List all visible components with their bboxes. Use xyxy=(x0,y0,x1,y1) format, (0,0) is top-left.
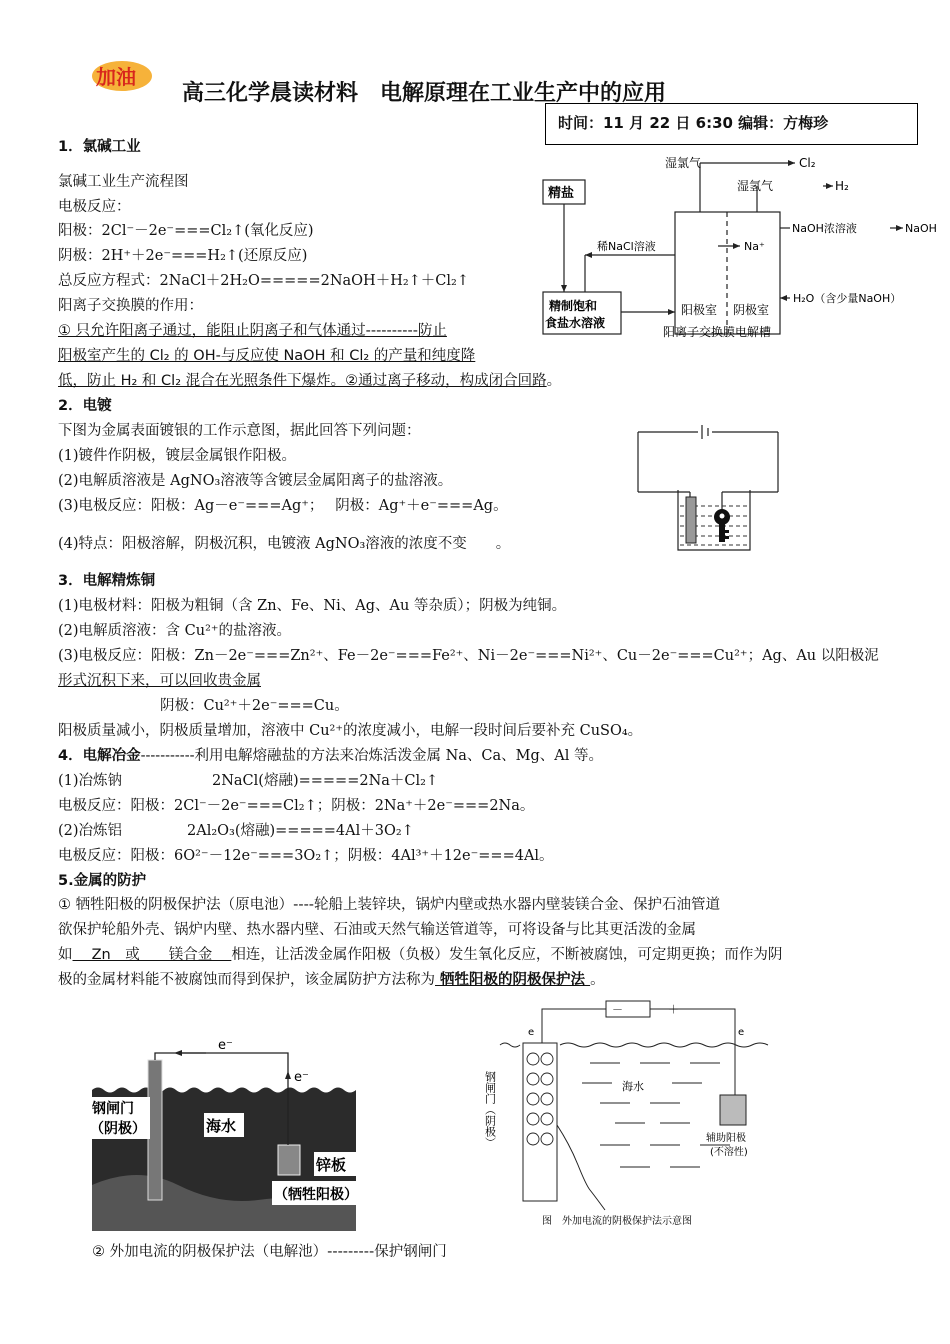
s3-line2: (2)电解质溶液：含 Cu²⁺的盐溶液。 xyxy=(58,623,292,639)
h2-arrowhead xyxy=(826,183,833,189)
electron-circle6 xyxy=(541,1093,553,1105)
s5-line3-blank: Zn 或 镁合金 xyxy=(72,947,232,963)
electroplating-diagram xyxy=(630,422,785,552)
gate-label1: 钢闸门 xyxy=(92,1101,134,1117)
electron-label-top: e⁻ xyxy=(218,1038,233,1053)
page-title: 高三化学晨读材料 电解原理在工业生产中的应用 xyxy=(182,81,667,106)
cl2-label: Cl₂ xyxy=(799,156,816,170)
aux-anode xyxy=(720,1095,746,1125)
s4-line2: 电极反应：阳极：2Cl⁻－2e⁻===Cl₂↑；阴极：2Na⁺＋2e⁻===2Na。 xyxy=(58,798,535,814)
s1-line5: 总反应方程式：2NaCl＋2H₂O=====2NaOH＋H₂↑＋Cl₂↑ xyxy=(58,273,469,289)
s4-heading-line xyxy=(58,746,603,766)
gate-label2: （阴极） xyxy=(90,1121,146,1137)
s3-line3: (3)电极反应：阳极：Zn－2e⁻===Zn²⁺、Fe－2e⁻===Fe²⁺、Ni－2e⁻===Ni²⁺、Cu－2e⁻===Cu²⁺；Ag、Au 以阳极泥 xyxy=(58,648,879,664)
s2-line3: (2)电解质溶液是 AgNO₃溶液等含镀层金属阳离子的盐溶液。 xyxy=(58,473,453,489)
brine-label1: 精制饱和 xyxy=(549,299,598,313)
s5-line3a: 如 xyxy=(58,947,73,963)
dilute-arrowhead xyxy=(585,252,592,258)
zinc-plate xyxy=(278,1145,300,1175)
e-left-label: e xyxy=(528,1027,535,1038)
s4-line4: 电极反应：阳极：6O²⁻－12e⁻===3O₂↑；阴极：4Al³⁺＋12e⁻===4Al。 xyxy=(58,848,554,864)
h2-label: H₂ xyxy=(835,179,849,193)
s4-line3a: (2)冶炼铝 xyxy=(58,823,123,839)
shore-line xyxy=(557,1125,605,1210)
electron-circle8 xyxy=(541,1113,553,1125)
gate-vertical-label: 钢闸门（阴极） xyxy=(483,1071,497,1148)
s4-line1b: 2NaCl(熔融)=====2Na＋Cl₂↑ xyxy=(212,773,439,789)
s1-line8: 阳极室产生的 Cl₂ 的 OH-与反应使 NaOH 和 Cl₂ 的产量和纯度降 xyxy=(58,348,476,364)
s5-line5: ② 外加电流的阴极保护法（电解池）---------保护钢闸门 xyxy=(92,1244,447,1260)
s5-line3 xyxy=(58,945,782,965)
cell-label: 阳离子交换膜电解槽 xyxy=(663,325,772,339)
electron-label-side: e⁻ xyxy=(294,1070,309,1085)
wet-cl2-label: 湿氯气 xyxy=(665,156,702,170)
plus-label: ＋ xyxy=(668,1003,679,1016)
water-arrowhead xyxy=(780,295,787,301)
anode-room-label: 阳极室 xyxy=(681,303,718,317)
na-arrowhead xyxy=(733,243,740,249)
sacrificial-anode-diagram xyxy=(88,1035,360,1235)
cell-arrowhead xyxy=(668,309,675,315)
cl2-arrowhead xyxy=(788,160,795,166)
s1-line7: ① 只允许阳离子通过，能阻止阴离子和气体通过----------防止 xyxy=(58,323,447,339)
info-text: 时间：11 月 22 日 6:30 编辑：方梅珍 xyxy=(558,114,829,132)
electron-circle10 xyxy=(541,1133,553,1145)
section1-heading: 1．氯碱工业 xyxy=(58,139,141,155)
key-hole xyxy=(720,514,725,519)
section4-heading: 4．电解冶金 xyxy=(58,748,141,764)
na-label: Na⁺ xyxy=(744,240,765,253)
wire-negative xyxy=(542,1009,606,1043)
s5-line1: ① 牺牲阳极的阴极保护法（原电池）----轮船上装锌块，锅炉内壁或热水器内壁装镁合金、保护石油管道 xyxy=(58,897,721,913)
electron-arrowhead-top xyxy=(174,1050,182,1056)
minus-label: － xyxy=(612,1003,623,1016)
s2-line4: (3)电极反应：阳极：Ag－e⁻===Ag⁺； 阴极：Ag⁺＋e⁻===Ag。 xyxy=(58,498,508,514)
salt-label: 精盐 xyxy=(548,186,575,201)
s1-line9-text: 低，防止 H₂ 和 Cl₂ 混合在光照条件下爆炸。②通过离子移动，构成闭合回路 xyxy=(58,373,547,389)
section5-heading: 5.金属的防护 xyxy=(58,873,147,889)
electron-circle5 xyxy=(527,1093,539,1105)
brine-label2: 食盐水溶液 xyxy=(545,316,606,330)
electron-circle4 xyxy=(541,1073,553,1085)
info-box xyxy=(545,103,918,145)
s1-line4: 阴极：2H⁺＋2e⁻===H₂↑(还原反应) xyxy=(58,248,308,264)
steel-gate xyxy=(148,1060,162,1200)
sac-label: （牺牲阳极） xyxy=(274,1187,358,1203)
s3-line1: (1)电极材料：阳极为粗铜（含 Zn、Fe、Ni、Ag、Au 等杂质）；阴极为纯铜。 xyxy=(58,598,567,614)
s2-line5: (4)特点：阳极溶解，阴极沉积，电镀液 AgNO₃溶液的浓度不变 。 xyxy=(58,536,511,552)
electron-circle9 xyxy=(527,1133,539,1145)
s5-line4a: 极的金属材料能不被腐蚀而得到保护，该金属防护方法称为 xyxy=(58,972,435,988)
naoh-label: NaOH xyxy=(905,222,937,235)
s4-line3b: 2Al₂O₃(熔融)=====4Al＋3O₂↑ xyxy=(187,823,414,839)
wire-positive xyxy=(650,1009,735,1095)
s3-line6: 阳极质量减小，阴极质量增加，溶液中 Cu²⁺的浓度减小，电解一段时间后要补充 CuSO₄。 xyxy=(58,723,643,739)
chlor-alkali-diagram xyxy=(535,150,940,345)
cathode-room-label: 阴极室 xyxy=(733,303,770,317)
logo-text: 加油 xyxy=(96,65,136,89)
electron-circle3 xyxy=(527,1073,539,1085)
s2-line2: (1)镀件作阴极，镀层金属银作阳极。 xyxy=(58,448,297,464)
s3-line4: 形式沉积下来，可以回收贵金属 xyxy=(58,673,261,689)
electron-circle7 xyxy=(527,1113,539,1125)
s1-line9-end: 。 xyxy=(546,373,562,389)
s4-line1a: (1)冶炼钠 xyxy=(58,773,123,789)
dilute-label: 稀NaCl溶液 xyxy=(597,240,656,253)
electron-circle2 xyxy=(541,1053,553,1065)
s5-line2: 欲保护轮船外壳、锅炉内壁、热水器内壁、石油或天然气输送管道等，可将设备与比其更活泼的金属 xyxy=(58,922,696,938)
s1-line3: 阳极：2Cl⁻－2e⁻===Cl₂↑(氧化反应) xyxy=(58,223,314,239)
s1-line2: 电极反应： xyxy=(58,199,131,215)
section2-heading: 2．电镀 xyxy=(58,398,112,414)
s5-line4c: 。 xyxy=(590,972,605,988)
sea-label-4: 海水 xyxy=(622,1080,644,1093)
naoh-conc-label: NaOH浓溶液 xyxy=(792,222,857,235)
brine-arrowhead xyxy=(561,285,567,292)
electron-arrowhead-side xyxy=(285,1071,291,1079)
naoh-arrowhead xyxy=(896,225,903,231)
s3-line5: 阴极：Cu²⁺＋2e⁻===Cu。 xyxy=(160,698,349,714)
silver-rod xyxy=(686,497,696,543)
sea-label: 海水 xyxy=(206,1117,237,1135)
wet-h2-label: 湿氢气 xyxy=(737,179,774,193)
water-label: H₂O（含少量NaOH） xyxy=(793,292,902,305)
s1-line9 xyxy=(58,371,561,391)
e-right-label: e xyxy=(738,1027,745,1038)
aux-label2: (不溶性) xyxy=(710,1147,748,1158)
logo xyxy=(88,58,158,94)
water-surface xyxy=(500,1043,768,1047)
s5-line3c: 相连，让活泼金属作阳极（负极）发生氧化反应，不断被腐蚀，可定期更换；而作为阴 xyxy=(231,947,783,963)
s1-line1: 氯碱工业生产流程图 xyxy=(58,174,189,190)
electron-circle1 xyxy=(527,1053,539,1065)
diagram4-caption: 图 外加电流的阴极保护法示意图 xyxy=(542,1216,692,1227)
s5-line4-blank: 牺牲阳极的阴极保护法 xyxy=(435,972,591,988)
section3-heading: 3．电解精炼铜 xyxy=(58,573,156,589)
s4-heading-rest: -----------利用电解熔融盐的方法来冶炼活泼金属 Na、Ca、Mg、Al 等。 xyxy=(140,748,604,764)
zinc-label: 锌板 xyxy=(316,1156,347,1174)
s5-line4 xyxy=(58,970,605,990)
aux-label1: 辅助阳极 xyxy=(706,1133,746,1144)
impressed-current-diagram xyxy=(483,995,775,1230)
s1-line6: 阳离子交换膜的作用： xyxy=(58,298,203,314)
s2-line1: 下图为金属表面镀银的工作示意图，据此回答下列问题： xyxy=(58,423,421,439)
